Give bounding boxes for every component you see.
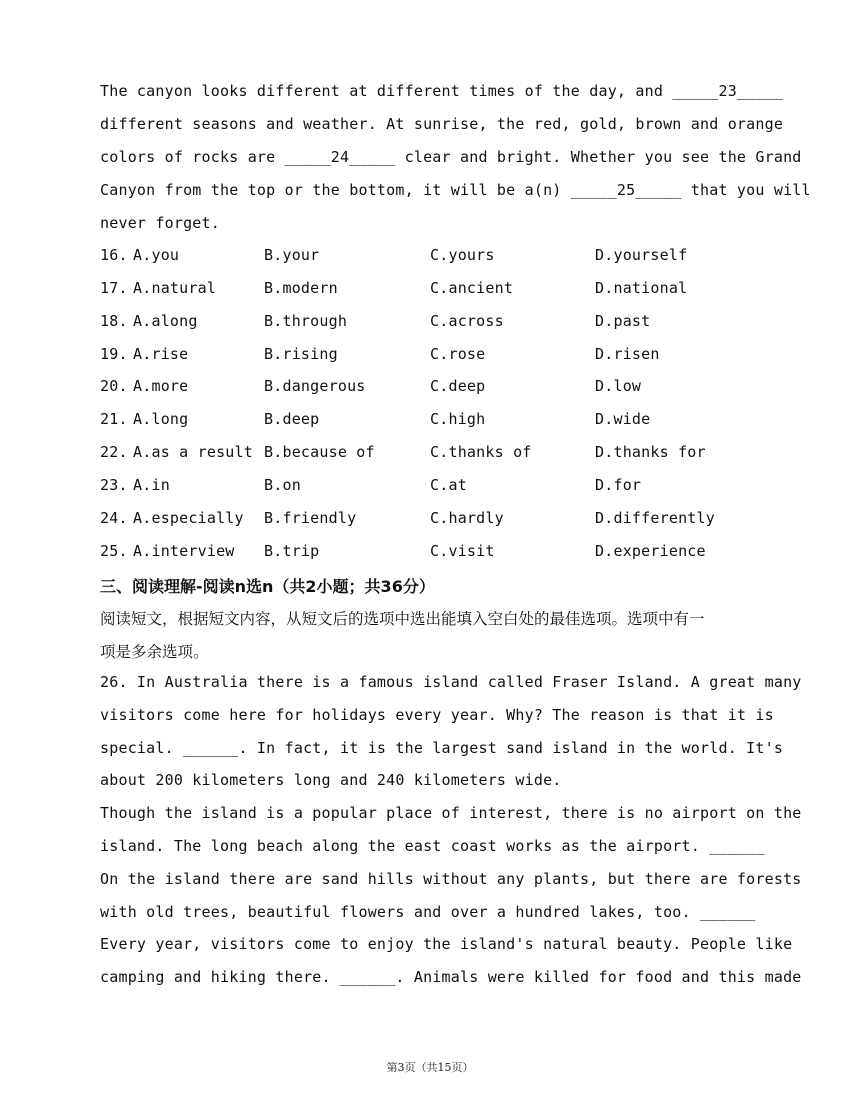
option-b: B.through [264, 312, 348, 330]
option-d: D.wide [595, 410, 651, 428]
option-a: A.long [133, 410, 189, 428]
option-d: D.thanks for [595, 443, 706, 461]
option-c: C.ancient [430, 279, 514, 297]
option-d: D.risen [595, 345, 660, 363]
passage-line: On the island there are sand hills without any plants, but there are forests [100, 870, 802, 888]
question-row [100, 542, 800, 564]
option-a: A.as a result [133, 443, 253, 461]
passage-line: about 200 kilometers long and 240 kilometers wide. [100, 771, 562, 789]
passage-line: Though the island is a popular place of interest, there is no airport on the [100, 804, 802, 822]
option-d: D.differently [595, 509, 715, 527]
question-row [100, 443, 800, 465]
question-row [100, 377, 800, 399]
question-number: 16. [100, 246, 128, 264]
option-a: A.in [133, 476, 170, 494]
option-c: C.across [430, 312, 504, 330]
option-d: D.past [595, 312, 651, 330]
option-b: B.dangerous [264, 377, 366, 395]
option-b: B.on [264, 476, 301, 494]
question-row [100, 410, 800, 432]
option-d: D.for [595, 476, 642, 494]
option-c: C.yours [430, 246, 495, 264]
passage-line: different seasons and weather. At sunrise, the red, gold, brown and orange [100, 115, 784, 133]
option-a: A.interview [133, 542, 235, 560]
option-b: B.deep [264, 410, 320, 428]
question-number: 18. [100, 312, 128, 330]
question-row [100, 509, 800, 531]
question-row [100, 345, 800, 367]
option-b: B.rising [264, 345, 338, 363]
passage-line: Every year, visitors come to enjoy the island's natural beauty. People like [100, 935, 793, 953]
passage-line: 26. In Australia there is a famous island called Fraser Island. A great many [100, 673, 802, 691]
option-c: C.visit [430, 542, 495, 560]
option-c: C.thanks of [430, 443, 532, 461]
option-c: C.hardly [430, 509, 504, 527]
question-number: 20. [100, 377, 128, 395]
option-d: D.yourself [595, 246, 688, 264]
option-c: C.high [430, 410, 486, 428]
passage-line: The canyon looks different at different times of the day, and _____23_____ [100, 82, 784, 100]
question-number: 23. [100, 476, 128, 494]
option-c: C.deep [430, 377, 486, 395]
passage-line: colors of rocks are _____24_____ clear and bright. Whether you see the Grand [100, 148, 802, 166]
option-a: A.natural [133, 279, 217, 297]
option-a: A.along [133, 312, 198, 330]
question-number: 24. [100, 509, 128, 527]
option-d: D.experience [595, 542, 706, 560]
question-row [100, 246, 800, 268]
option-d: D.national [595, 279, 688, 297]
option-b: B.your [264, 246, 320, 264]
question-row [100, 312, 800, 334]
passage-line: with old trees, beautiful flowers and over a hundred lakes, too. ______ [100, 903, 756, 921]
page-footer: 第3页（共15页） [386, 1061, 474, 1074]
option-b: B.modern [264, 279, 338, 297]
question-number: 25. [100, 542, 128, 560]
option-d: D.low [595, 377, 642, 395]
instruction-line: 阅读短文，根据短文内容，从短文后的选项中选出能填入空白处的最佳选项。选项中有一 [100, 610, 705, 628]
passage-line: visitors come here for holidays every year. Why? The reason is that it is [100, 706, 774, 724]
option-b: B.trip [264, 542, 320, 560]
section-heading: 三、阅读理解-阅读n选n（共2小题；共36分） [100, 577, 435, 596]
question-number: 19. [100, 345, 128, 363]
instruction-line: 项是多余选项。 [100, 643, 209, 661]
passage-line: never forget. [100, 214, 220, 232]
option-b: B.friendly [264, 509, 357, 527]
passage-line: special. ______. In fact, it is the largest sand island in the world. It's [100, 739, 784, 757]
question-number: 22. [100, 443, 128, 461]
option-a: A.you [133, 246, 180, 264]
option-c: C.rose [430, 345, 486, 363]
option-c: C.at [430, 476, 467, 494]
option-a: A.more [133, 377, 189, 395]
option-a: A.rise [133, 345, 189, 363]
question-number: 17. [100, 279, 128, 297]
option-b: B.because of [264, 443, 375, 461]
option-a: A.especially [133, 509, 244, 527]
passage-line: camping and hiking there. ______. Animals were killed for food and this made [100, 968, 802, 986]
question-row [100, 476, 800, 498]
passage-line: island. The long beach along the east coast works as the airport. ______ [100, 837, 765, 855]
question-number: 21. [100, 410, 128, 428]
question-row [100, 279, 800, 301]
passage-line: Canyon from the top or the bottom, it will be a(n) _____25_____ that you will [100, 181, 811, 199]
